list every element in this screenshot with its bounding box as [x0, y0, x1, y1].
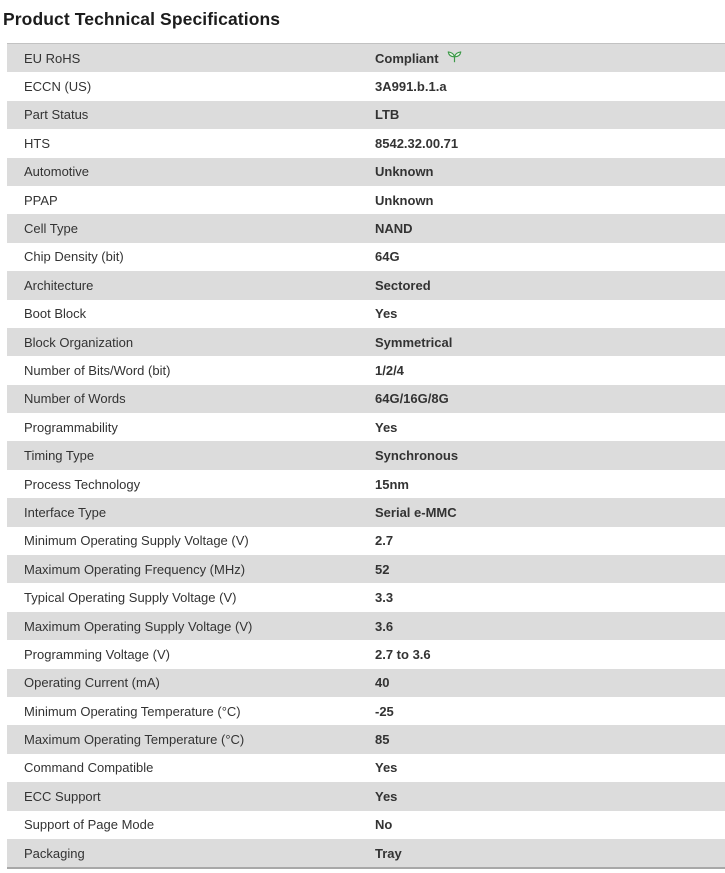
- spec-value: Yes: [375, 760, 398, 776]
- spec-row: [7, 44, 725, 72]
- spec-value: 40: [375, 675, 390, 691]
- spec-row: [7, 72, 725, 100]
- spec-label: Boot Block: [24, 306, 87, 322]
- spec-row: [7, 583, 725, 611]
- spec-value: Symmetrical: [375, 334, 453, 350]
- spec-value: 64G/16G/8G: [375, 391, 449, 407]
- spec-value: Yes: [375, 788, 398, 804]
- spec-value: 2.7 to 3.6: [375, 646, 431, 662]
- spec-row: [7, 470, 725, 498]
- spec-label: Architecture: [24, 277, 94, 293]
- spec-value: 3.3: [375, 590, 394, 606]
- spec-label: HTS: [24, 135, 50, 151]
- spec-row: [7, 186, 725, 214]
- spec-row: [7, 640, 725, 668]
- spec-row: [7, 697, 725, 725]
- spec-value: -25: [375, 703, 394, 719]
- spec-label: Minimum Operating Temperature (°C): [24, 703, 241, 719]
- spec-label: Support of Page Mode: [24, 817, 155, 833]
- spec-label: Automotive: [24, 164, 90, 180]
- spec-value: Yes: [375, 419, 398, 435]
- spec-value: Unknown: [375, 164, 434, 180]
- spec-label: PPAP: [24, 192, 58, 208]
- spec-value: 85: [375, 732, 390, 748]
- spec-label: Maximum Operating Temperature (°C): [24, 732, 245, 748]
- spec-label: Typical Operating Supply Voltage (V): [24, 590, 237, 606]
- spec-value: 15nm: [375, 476, 409, 492]
- spec-row: [7, 754, 725, 782]
- spec-value: 1/2/4: [375, 362, 404, 378]
- spec-label: Command Compatible: [24, 760, 154, 776]
- spec-label: Maximum Operating Frequency (MHz): [24, 561, 246, 577]
- spec-row: [7, 782, 725, 810]
- spec-value: 52: [375, 561, 390, 577]
- spec-value: 3.6: [375, 618, 394, 634]
- spec-value: 3A991.b.1.a: [375, 79, 447, 95]
- spec-label: ECC Support: [24, 788, 101, 804]
- spec-label: ECCN (US): [24, 79, 92, 95]
- spec-label: Cell Type: [24, 221, 78, 237]
- rohs-leaf-icon: [447, 50, 462, 66]
- spec-label: Process Technology: [24, 476, 141, 492]
- spec-row: [7, 725, 725, 753]
- spec-label: Number of Words: [24, 391, 126, 407]
- spec-row: [7, 300, 725, 328]
- spec-row: [7, 612, 725, 640]
- spec-value: Compliant: [375, 44, 462, 72]
- spec-label: Number of Bits/Word (bit): [24, 362, 171, 378]
- spec-value: Sectored: [375, 277, 431, 293]
- spec-value: 8542.32.00.71: [375, 135, 459, 151]
- spec-row: [7, 101, 725, 129]
- spec-row: [7, 669, 725, 697]
- spec-value: Unknown: [375, 192, 434, 208]
- spec-value: No: [375, 817, 393, 833]
- page-title: Product Technical Specifications: [3, 9, 281, 29]
- spec-label: Interface Type: [24, 504, 107, 520]
- spec-row: [7, 129, 725, 157]
- spec-label: Maximum Operating Supply Voltage (V): [24, 618, 253, 634]
- spec-row: [7, 527, 725, 555]
- product-specifications-table: [7, 43, 725, 869]
- spec-label: EU RoHS: [24, 50, 81, 66]
- spec-row: [7, 555, 725, 583]
- spec-value: 64G: [375, 249, 400, 265]
- spec-label: Timing Type: [24, 448, 95, 464]
- spec-value: 2.7: [375, 533, 394, 549]
- spec-row: [7, 158, 725, 186]
- spec-row: [7, 385, 725, 413]
- spec-row: [7, 356, 725, 384]
- spec-label: Packaging: [24, 845, 85, 861]
- spec-label: Operating Current (mA): [24, 675, 160, 691]
- spec-label: Minimum Operating Supply Voltage (V): [24, 533, 249, 549]
- spec-row: [7, 214, 725, 242]
- spec-row: [7, 498, 725, 526]
- spec-row: [7, 839, 725, 867]
- spec-label: Programming Voltage (V): [24, 646, 170, 662]
- spec-value: Yes: [375, 306, 398, 322]
- spec-row: [7, 271, 725, 299]
- spec-row: [7, 328, 725, 356]
- spec-label: Programmability: [24, 419, 118, 435]
- spec-value: LTB: [375, 107, 400, 123]
- spec-row: [7, 243, 725, 271]
- spec-label: Block Organization: [24, 334, 134, 350]
- spec-label: Chip Density (bit): [24, 249, 124, 265]
- spec-row: [7, 413, 725, 441]
- spec-value: Tray: [375, 845, 402, 861]
- spec-value: NAND: [375, 221, 413, 237]
- spec-row: [7, 441, 725, 469]
- spec-value: Serial e-MMC: [375, 504, 457, 520]
- spec-label: Part Status: [24, 107, 89, 123]
- spec-value: Synchronous: [375, 448, 459, 464]
- spec-row: [7, 811, 725, 839]
